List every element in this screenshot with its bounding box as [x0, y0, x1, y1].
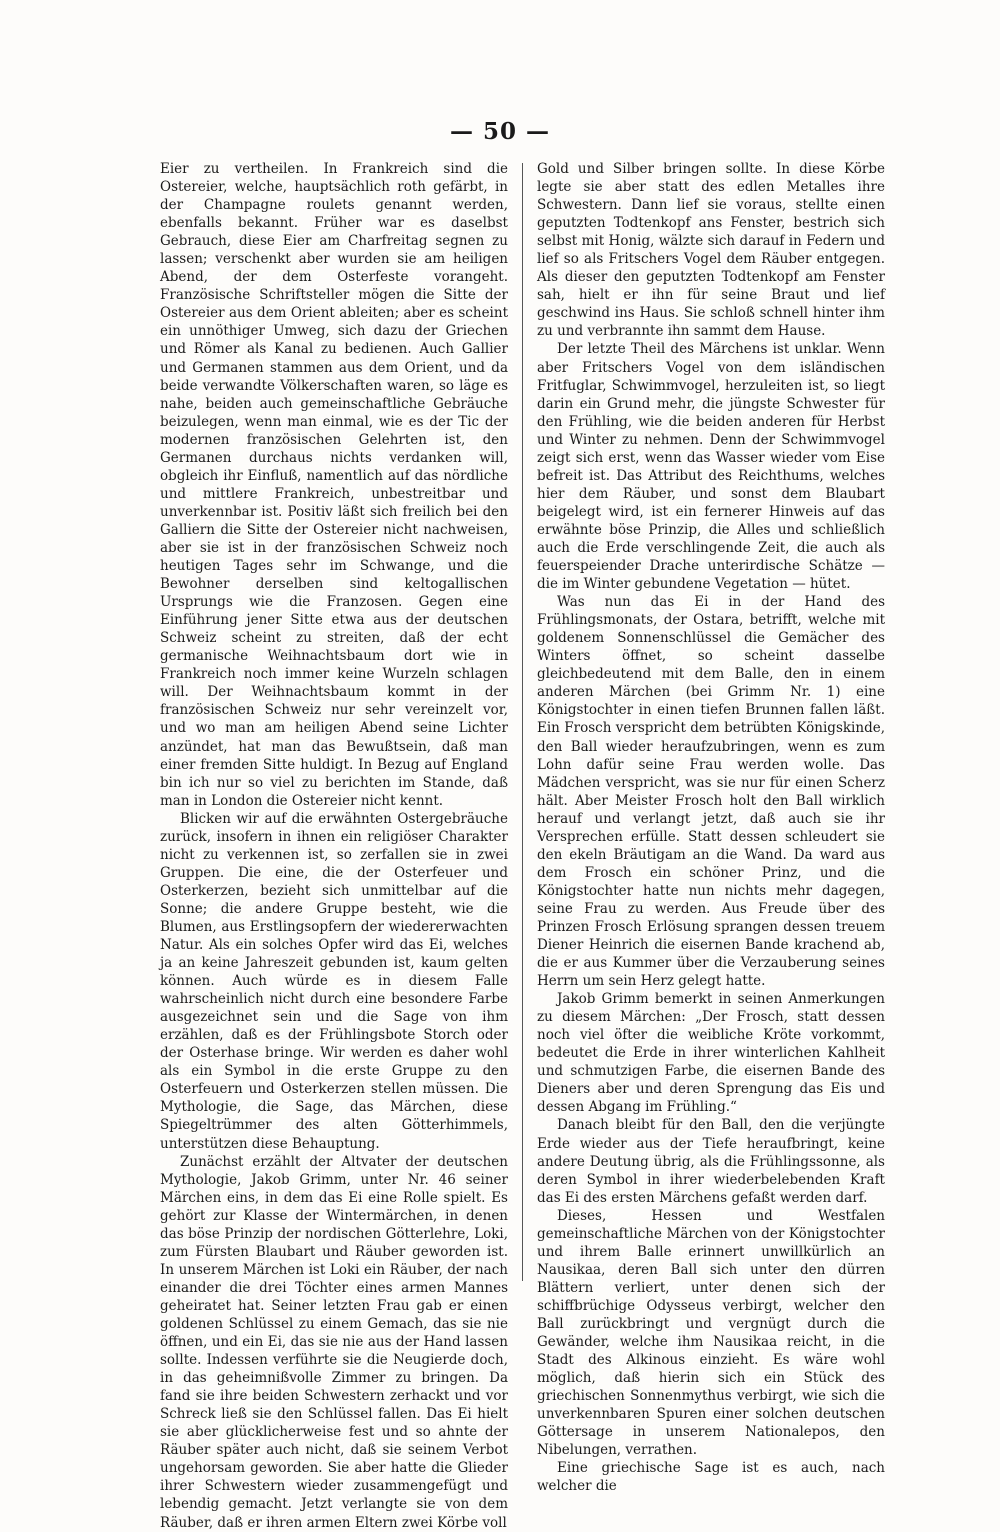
paragraph: Eine griechische Sage ist es auch, nach welcher die: [537, 1460, 885, 1495]
paragraph: Dieses, Hessen und Westfalen gemeinschaftliche Märchen von der Königstochter und ihrem Balle erinnert unwillkürlich an Nausikaa, deren Ball sich unter den dürren Blättern verliert, unter denen sich der schiffbrüchige Odysseus verbirgt, welcher den Ball zurückbringt und vergnügt durch die Gewänder, welche ihm Nausikaa reicht, in die Stadt des Alkinous einzieht. Es wäre wohl möglich, daß hierin sich ein Stück des griechischen Sonnenmythus verbirgt, wie sich die unverkennbaren Spuren einer solchen deutschen Göttersage in unserem Nationalepos, den Nibelungen, verrathen.: [537, 1207, 885, 1459]
left-column: [160, 160, 508, 1532]
page-number: — 50 —: [449, 118, 551, 145]
paragraph: Danach bleibt für den Ball, den die verjüngte Erde wieder aus der Tiefe heraufbringt, keine andere Deutung übrig, als die Frühlingssonne, als deren Symbol in ihrer wiederbelebenden Kraft das Ei des ersten Märchens gefaßt werden darf.: [537, 1117, 885, 1206]
paragraph: Was nun das Ei in der Hand des Frühlingsmonats, der Ostara, betrifft, welche mit goldenem Sonnenschlüssel die Gemächer des Winters öffnet, so scheint dasselbe gleichbedeutend mit dem Balle, den in einem anderen Märchen (bei Grimm Nr. 1) eine Königstochter in einen tiefen Brunnen fallen läßt. Ein Frosch verspricht dem betrübten Königskinde, den Ball wieder heraufzubringen, wenn es zum Lohn dafür seine Frau werden wolle. Das Mädchen verspricht, was sie nur für einen Scherz hält. Aber Meister Frosch holt den Ball wirklich herauf und verlangt jetzt, daß auch sie ihr Versprechen erfülle. Statt dessen schleudert sie den ekeln Bräutigam an die Wand. Da ward aus dem Frosch ein schöner Prinz, und die Königstochter hatte nun nichts mehr dagegen, seine Frau zu werden. Aus Freude über des Prinzen Frosch Erlösung sprangen dessen treuem Diener Heinrich die eisernen Bande krachend ab, die er aus Kummer über die Verzauberung seines Herrn um sein Herz gelegt hatte.: [537, 594, 885, 990]
paragraph: Eier zu vertheilen. In Frankreich sind die Ostereier, welche, hauptsächlich roth gefärbt, in der Champagne roulets genannt werden, ebenfalls bekannt. Früher war es daselbst Gebrauch, diese Eier am Charfreitag segnen zu lassen; verschenkt aber wurden sie am heiligen Abend, der dem Osterfeste vorangeht. Französische Schriftsteller mögen die Sitte der Ostereier aus dem Orient ableiten; aber es scheint ein unnöthiger Umweg, sich dazu der Griechen und Römer als Kanal zu bedienen. Auch Gallier und Germanen stammen aus dem Orient, und da beide verwandte Völkerschaften waren, so läge es nahe, beiden auch gemeinschaftliche Gebräuche beizulegen, wenn man einmal, wie es der Tic der modernen französischen Gelehrten ist, den Germanen durchaus nichts verdanken will, obgleich ihr Einfluß, namentlich auf das nördliche und mittlere Frankreich, unbestreitbar und unverkennbar ist. Positiv läßt sich freilich bei den Galliern die Sitte der Ostereier nicht nachweisen, aber sie ist in der französischen Schweiz noch heutigen Tages sehr im Schwange, und die Bewohner derselben sind keltogallischen Ursprungs wie die Franzosen. Gegen eine Einführung jener Sitte etwa aus der deutschen Schweiz scheint zu streiten, daß der echt germanische Weihnachtsbaum dort wie in Frankreich noch immer keine Wurzeln schlagen will. Der Weihnachtsbaum kommt in der französischen Schweiz nur sehr vereinzelt vor, und wo man am heiligen Abend seine Lichter anzündet, hat man das Bewußtsein, daß man einer fremden Sitte huldigt. In Bezug auf England bin ich nur so viel zu berichten im Stande, daß man in London die Ostereier nicht kennt.: [160, 161, 508, 809]
paragraph: Der letzte Theil des Märchens ist unklar. Wenn aber Fritschers Vogel von dem isländischen Fritfuglar, Schwimmvogel, herzuleiten ist, so liegt darin ein Grund mehr, die jüngste Schwester für den Frühling, wie die beiden anderen für Herbst und Winter zu nehmen. Denn der Schwimmvogel zeigt sich erst, wenn das Wasser wieder vom Eise befreit ist. Das Attribut des Reichthums, welches hier dem Räuber, und sonst dem Blaubart beigelegt wird, ist ein fernerer Hinweis auf das erwähnte böse Prinzip, die Alles und schließlich auch die Erde verschlingende Zeit, die auch als feuerspeiender Drache unterirdische Schätze — die im Winter gebundene Vegetation — hütet.: [537, 341, 885, 593]
paragraph: Jakob Grimm bemerkt in seinen Anmerkungen zu diesem Märchen: „Der Frosch, statt dessen noch viel öfter die weibliche Kröte vorkommt, bedeutet die Erde in ihrer winterlichen Kahlheit und schmutzigen Farbe, die eisernen Bande des Dieners aber und deren Sprengung das Eis und dessen Abgang im Frühling.“: [537, 991, 885, 1116]
paragraph: Gold und Silber bringen sollte. In diese Körbe legte sie aber statt des edlen Metalles ihre Schwestern. Dann lief sie voraus, stellte einen geputzten Todtenkopf ans Fenster, bestrich sich selbst mit Honig, wälzte sich darauf in Federn und lief so als Fritschers Vogel dem Räuber entgegen. Als dieser den geputzten Todtenkopf am Fenster sah, hielt er ihn für seine Braut und lief geschwind ins Haus. Sie schloß schnell hinter ihm zu und verbrannte ihn sammt dem Hause.: [537, 161, 885, 340]
right-column: [537, 160, 885, 1495]
paragraph: Blicken wir auf die erwähnten Ostergebräuche zurück, insofern in ihnen ein religiöser Charakter nicht zu verkennen ist, so zerfallen sie in zwei Gruppen. Die eine, die der Osterfeuer und Osterkerzen, bezieht sich unmittelbar auf die Sonne; die andere Gruppe besteht, wie die Blumen, aus Erstlingsopfern der wiedererwachten Natur. Als ein solches Opfer wird das Ei, welches ja an keine Jahreszeit gebunden ist, kaum gelten können. Auch würde es in diesem Falle wahrscheinlich nicht durch eine besondere Farbe ausgezeichnet sein und die Sage von ihm erzählen, daß es der Frühlingsbote Storch oder der Osterhase bringe. Wir werden es daher wohl als ein Symbol in die erste Gruppe zu den Osterfeuern und Osterkerzen stellen müssen. Die Mythologie, die Sage, das Märchen, diese Spiegeltrümmer des alten Götterhimmels, unterstützen diese Behauptung.: [160, 810, 508, 1152]
column-divider: [522, 163, 523, 1281]
paragraph: Zunächst erzählt der Altvater der deutschen Mythologie, Jakob Grimm, unter Nr. 46 seiner Märchen eins, in dem das Ei eine Rolle spielt. Es gehört zur Klasse der Wintermärchen, in denen das böse Prinzip der nordischen Götterlehre, Loki, zum Fürsten Blaubart und Räuber geworden ist. In unserem Märchen ist Loki ein Räuber, der nach einander die drei Töchter eines armen Mannes geheiratet hat. Seiner letzten Frau gab er einen goldenen Schlüssel zu einem Gemach, das sie nie öffnen, und ein Ei, das sie nie aus der Hand lassen sollte. Indessen verführte sie die Neugierde doch, in das geheimnißvolle Zimmer zu bringen. Da fand sie ihre beiden Schwestern zerhackt und vor Schreck ließ sie den Schlüssel fallen. Das Ei hielt sie aber glücklicherweise fest und so ahnte der Räuber später auch nicht, daß sie seinem Verbot ungehorsam geworden. Sie aber hatte die Glieder ihrer Schwestern wieder zusammengefügt und lebendig gemacht. Jetzt verlangte sie von dem Räuber, daß er ihren armen Eltern zwei Körbe voll: [160, 1153, 508, 1531]
